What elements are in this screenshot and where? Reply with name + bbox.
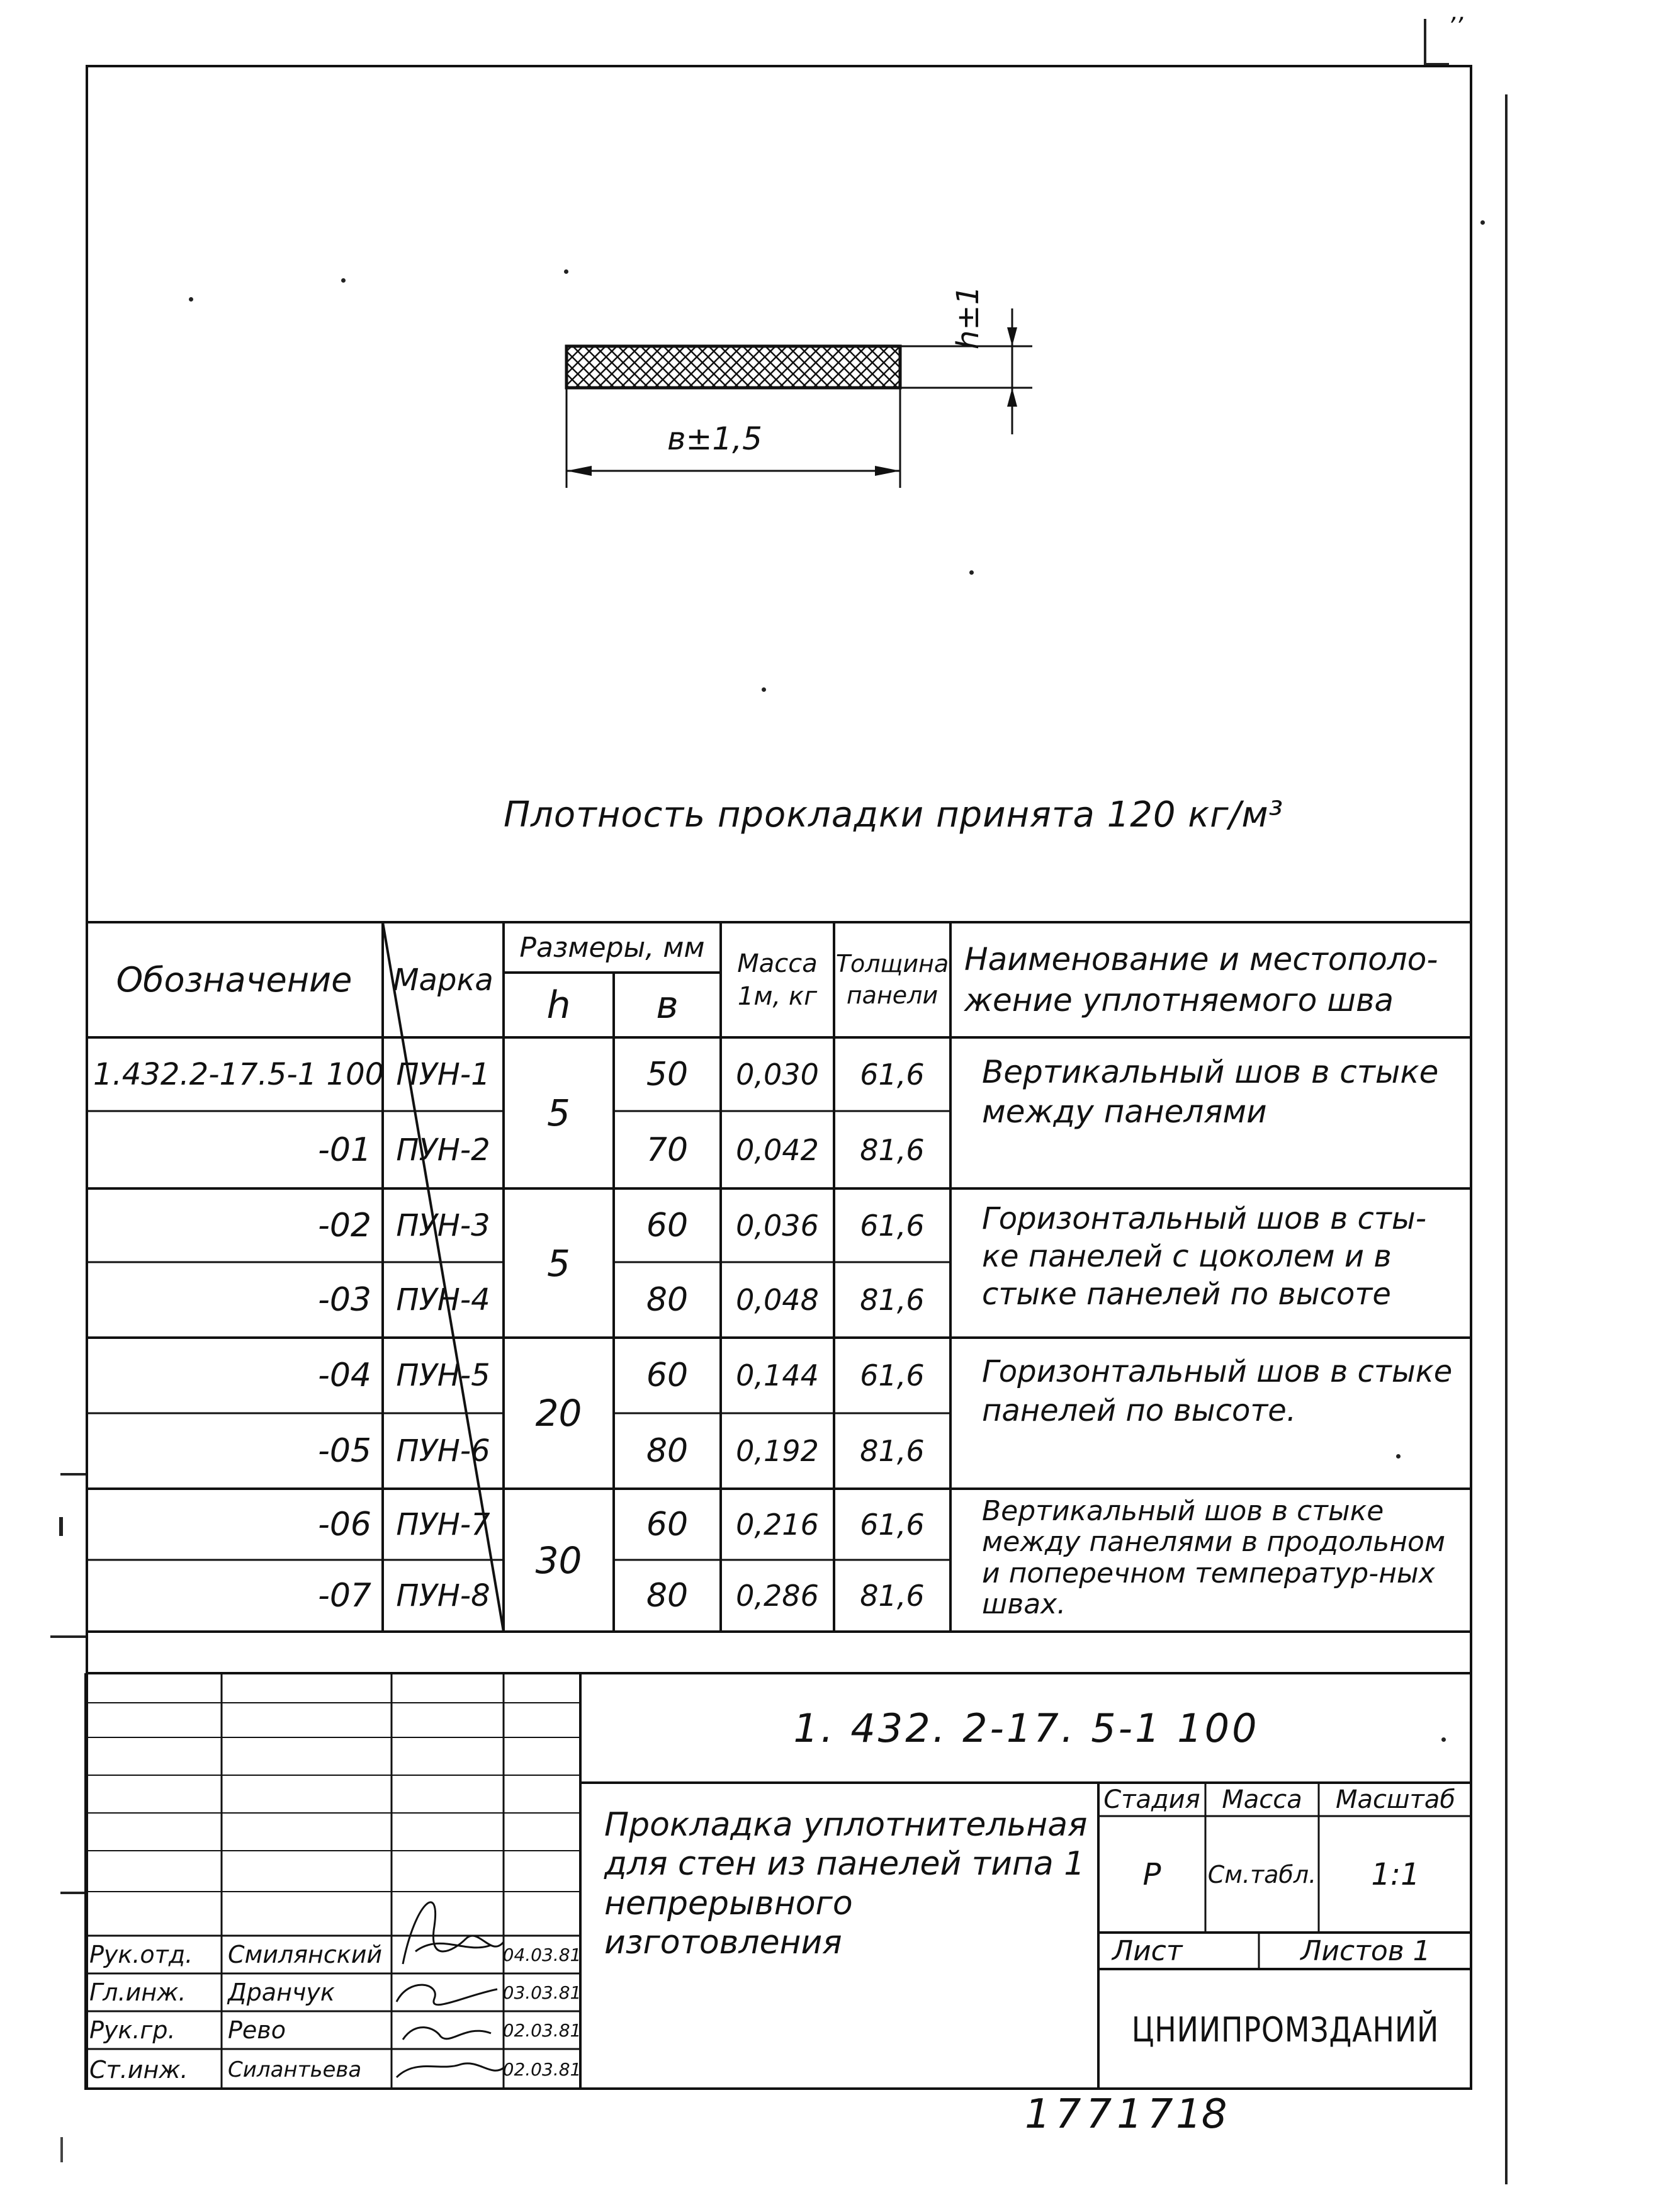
row-b: 60 xyxy=(646,1357,689,1394)
row-b: 70 xyxy=(646,1131,689,1169)
row-designation: -05 xyxy=(318,1432,371,1470)
scan-speck xyxy=(1480,220,1485,225)
row-designation: -07 xyxy=(318,1577,371,1615)
signer-role: Ст.инж. xyxy=(89,2055,188,2084)
scan-speck xyxy=(341,278,346,283)
stage-value: Р xyxy=(1142,1856,1161,1892)
row-b: 80 xyxy=(646,1281,689,1319)
row-mark: ПУН-1 xyxy=(396,1056,490,1092)
signature xyxy=(403,1902,504,1964)
density-note: Плотность прокладки принята 120 кг/м³ xyxy=(504,794,1284,835)
row-mass: 0,286 xyxy=(736,1579,819,1613)
row-b: 60 xyxy=(646,1505,689,1544)
signer-date: 04.03.81 xyxy=(502,1944,582,1965)
scale-value: 1:1 xyxy=(1371,1856,1420,1892)
header-name: Наименование и местополо-жение уплотняемого шва xyxy=(964,940,1438,1019)
header-designation: Обозначение xyxy=(116,960,352,1000)
group-h: 20 xyxy=(535,1392,582,1435)
height-dimension-label: h±1 xyxy=(950,285,986,349)
mass-value: См.табл. xyxy=(1207,1860,1317,1888)
signer-name: Дранчук xyxy=(228,1978,335,2006)
width-dimension-label: в±1,5 xyxy=(667,421,762,457)
scan-speck xyxy=(189,297,193,302)
row-mass: 0,048 xyxy=(736,1283,819,1317)
row-mass: 0,030 xyxy=(736,1057,819,1092)
row-thickness: 81,6 xyxy=(860,1434,925,1468)
signer-date: 02.03.81 xyxy=(502,2059,582,2080)
header-mass: Масса 1м, кг xyxy=(737,949,818,1011)
row-designation: -02 xyxy=(318,1206,371,1245)
document-title: Прокладка уплотнительная для стен из панелей типа 1 непрерывного изготовления xyxy=(604,1806,1088,1962)
row-mark: ПУН-4 xyxy=(396,1282,490,1318)
row-b: 80 xyxy=(646,1432,689,1470)
row-designation: -03 xyxy=(318,1281,371,1319)
group-name: Горизонтальный шов в сты-ке панелей с цоколем и в стыке панелей по высоте xyxy=(982,1201,1427,1312)
scan-speck xyxy=(1441,1737,1446,1742)
page-number: 18 xyxy=(1176,2091,1227,2138)
row-b: 60 xyxy=(646,1206,689,1245)
scan-speck xyxy=(969,570,974,575)
row-mark: ПУН-7 xyxy=(396,1506,490,1542)
signer-name: Рево xyxy=(228,2016,286,2044)
archive-number: 17717 xyxy=(1025,2091,1178,2138)
scan-speck xyxy=(762,687,766,692)
signer-name: Смилянский xyxy=(228,1941,383,1968)
stage-label: Стадия xyxy=(1103,1785,1200,1814)
signer-date: 03.03.81 xyxy=(502,1982,582,2003)
group-name: Горизонтальный шов в стыке панелей по высоте. xyxy=(982,1354,1453,1429)
row-mark: ПУН-3 xyxy=(396,1207,490,1243)
row-thickness: 81,6 xyxy=(860,1132,925,1167)
row-thickness: 61,6 xyxy=(860,1358,925,1392)
row-mark: ПУН-2 xyxy=(396,1132,490,1168)
sheet-label: Лист xyxy=(1112,1934,1183,1967)
group-h: 5 xyxy=(547,1092,570,1134)
row-designation: 1.432.2-17.5-1 100 xyxy=(93,1056,385,1092)
row-designation: -04 xyxy=(318,1357,371,1394)
signer-role: Рук.отд. xyxy=(89,1941,193,1968)
header-dimensions: Размеры, мм xyxy=(519,931,705,964)
scale-label: Масштаб xyxy=(1335,1785,1456,1814)
scan-speck xyxy=(564,269,568,274)
row-mass: 0,036 xyxy=(736,1208,819,1243)
signer-name: Силантьева xyxy=(228,2057,362,2082)
row-designation: -01 xyxy=(318,1131,371,1169)
header-thickness: Толщина панели xyxy=(835,950,949,1009)
scan-speck xyxy=(1396,1454,1401,1459)
mass-label: Масса xyxy=(1222,1785,1302,1814)
corner-mark: ’’ xyxy=(1448,13,1463,40)
organization-name: ЦНИИПРОМЗДАНИЙ xyxy=(1131,2009,1440,2050)
row-mark: ПУН-6 xyxy=(396,1433,490,1469)
row-thickness: 61,6 xyxy=(860,1208,925,1243)
group-h: 5 xyxy=(547,1241,570,1285)
row-mark: ПУН-8 xyxy=(396,1578,490,1613)
row-b: 80 xyxy=(646,1577,689,1615)
document-code: 1. 432. 2-17. 5-1 100 xyxy=(793,1705,1260,1751)
row-mark: ПУН-5 xyxy=(396,1358,490,1393)
signer-role: Гл.инж. xyxy=(89,1978,186,2006)
row-thickness: 61,6 xyxy=(860,1057,925,1092)
signer-date: 02.03.81 xyxy=(502,2019,582,2041)
header-h: h xyxy=(546,983,571,1027)
row-thickness: 81,6 xyxy=(860,1283,925,1317)
signature xyxy=(397,2063,504,2077)
header-mark: Марка xyxy=(393,962,493,998)
row-thickness: 61,6 xyxy=(860,1507,925,1542)
group-name: Вертикальный шов в стыке между панелями xyxy=(982,1054,1439,1130)
header-b: в xyxy=(656,983,679,1027)
row-mass: 0,144 xyxy=(736,1358,819,1392)
signer-role: Рук.гр. xyxy=(89,2016,176,2044)
row-b: 50 xyxy=(646,1055,689,1093)
row-thickness: 81,6 xyxy=(860,1579,925,1613)
row-mass: 0,216 xyxy=(736,1507,819,1542)
group-name: Вертикальный шов в стыке между панелями в продольном и поперечном температур-ных швах. xyxy=(982,1495,1446,1620)
row-mass: 0,192 xyxy=(736,1434,819,1468)
signature xyxy=(403,2028,491,2040)
signature xyxy=(397,1985,497,2005)
row-mass: 0,042 xyxy=(736,1132,819,1167)
row-designation: -06 xyxy=(318,1505,371,1544)
group-h: 30 xyxy=(535,1538,582,1582)
sheets-label: Листов 1 xyxy=(1300,1934,1431,1967)
